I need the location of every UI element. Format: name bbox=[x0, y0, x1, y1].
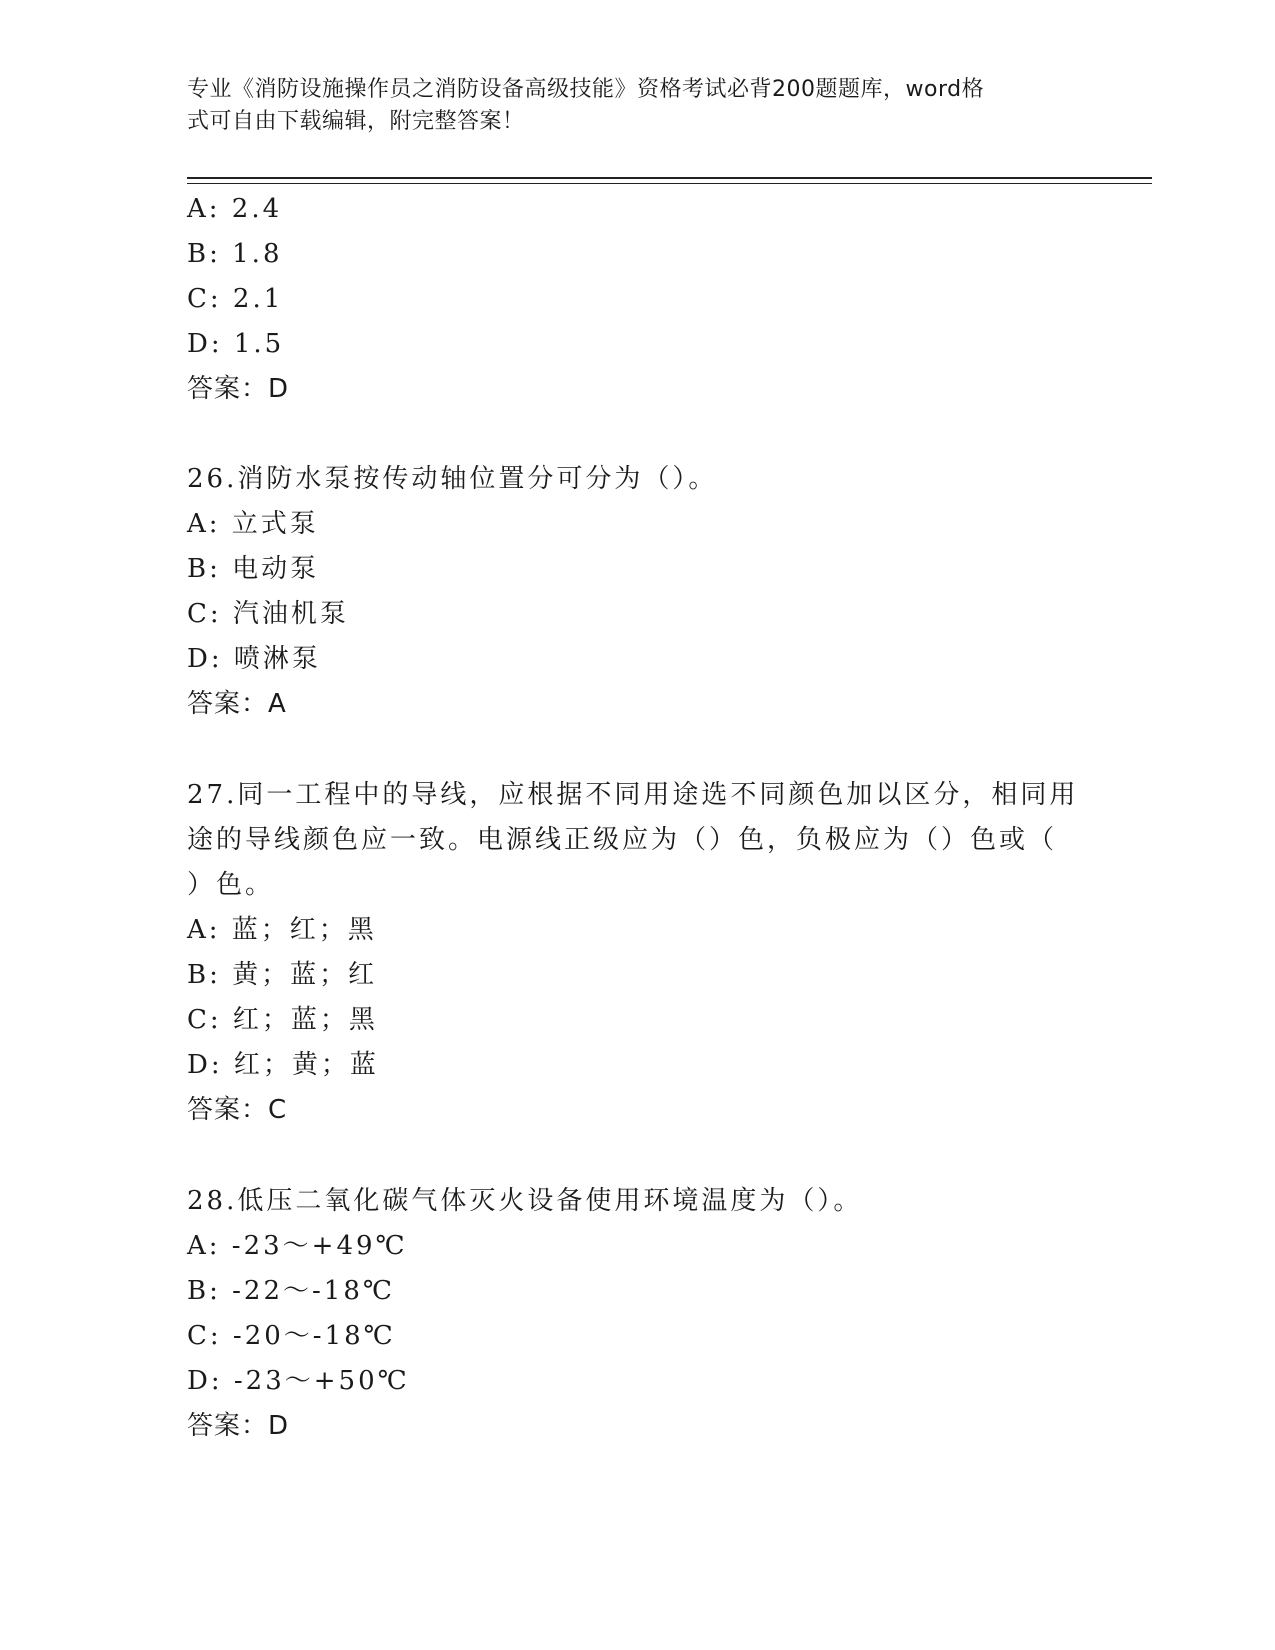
q27-option-b: B: 黄；蓝；红 bbox=[187, 960, 378, 990]
q25-option-c: C: 2.1 bbox=[187, 284, 284, 314]
q25-option-d: D: 1.5 bbox=[187, 329, 285, 359]
q26-answer: 答案：A bbox=[187, 689, 287, 719]
q25-answer: 答案：D bbox=[187, 374, 290, 404]
q27-option-a: A: 蓝；红；黑 bbox=[187, 915, 377, 945]
q28-option-c: C: -20～-18℃ bbox=[187, 1321, 396, 1351]
q27-answer: 答案：C bbox=[187, 1095, 288, 1125]
q26-option-a: A: 立式泵 bbox=[187, 509, 319, 539]
q25-option-a: A: 2.4 bbox=[187, 194, 283, 224]
q28-option-b: B: -22～-18℃ bbox=[187, 1276, 395, 1306]
q27-stem-line-1: 27.同一工程中的导线，应根据不同用途选不同颜色加以区分，相同用 bbox=[187, 780, 1079, 810]
header-rule-thin bbox=[187, 183, 1152, 184]
q26-stem: 26.消防水泵按传动轴位置分可分为（）。 bbox=[187, 464, 718, 494]
document-header bbox=[187, 74, 1067, 138]
header-line-2: 式可自由下载编辑，附完整答案！ bbox=[187, 109, 525, 134]
q27-stem-line-3: ）色。 bbox=[187, 870, 275, 900]
q28-answer: 答案：D bbox=[187, 1411, 290, 1441]
q28-stem: 28.低压二氧化碳气体灭火设备使用环境温度为（）。 bbox=[187, 1186, 863, 1216]
q27-stem-line-2: 途的导线颜色应一致。电源线正级应为（）色，负极应为（）色或（ bbox=[187, 825, 1058, 855]
header-rule-thick bbox=[187, 177, 1152, 179]
q26-option-c: C: 汽油机泵 bbox=[187, 599, 349, 629]
q28-option-a: A: -23～+49℃ bbox=[187, 1231, 408, 1261]
header-line-1: 专业《消防设施操作员之消防设备高级技能》资格考试必背200题题库，word格 bbox=[187, 77, 985, 102]
q28-option-d: D: -23～+50℃ bbox=[187, 1366, 410, 1396]
q26-option-d: D: 喷淋泵 bbox=[187, 644, 321, 674]
q25-option-b: B: 1.8 bbox=[187, 239, 283, 269]
q27-option-c: C: 红；蓝；黑 bbox=[187, 1005, 378, 1035]
q26-option-b: B: 电动泵 bbox=[187, 554, 320, 584]
q27-option-d: D: 红；黄；蓝 bbox=[187, 1050, 379, 1080]
